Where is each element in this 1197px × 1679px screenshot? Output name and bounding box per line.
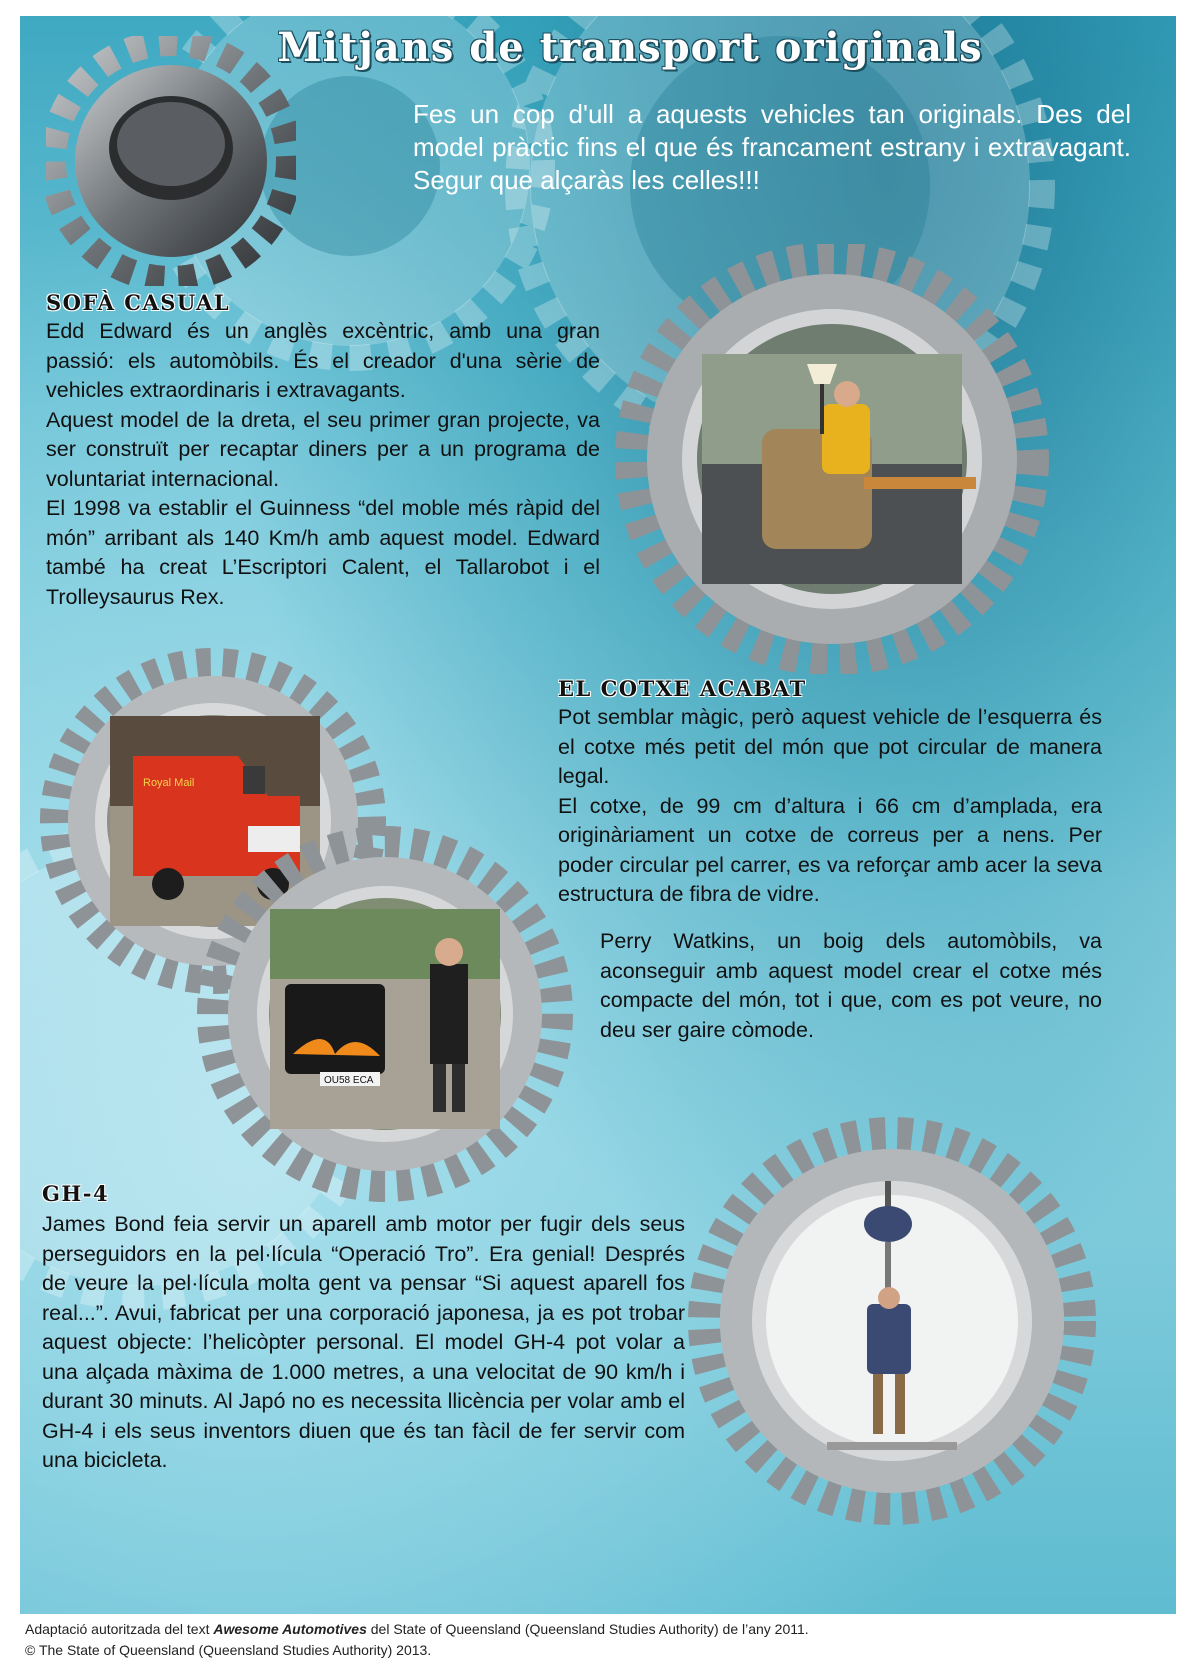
cotxe-heading: EL COTXE ACABAT <box>558 676 807 701</box>
footer-prefix: Adaptació autoritzada del text <box>25 1621 214 1637</box>
cotxe-paragraph: El cotxe, de 99 cm d’altura i 66 cm d’amplada, era originàriament un cotxe de correus per a nens. Per poder circular pel carrer, es va reforçar amb acer la seva estructura de fibra de vidre. <box>558 793 1102 906</box>
footer-source-title: Awesome Automotives <box>213 1621 367 1637</box>
helicopter-rotor <box>864 1206 912 1242</box>
poster-background <box>20 16 1176 1614</box>
sofa-paragraph: Edd Edward és un anglès excèntric, amb una gran passió: els automòbils. És el creador d'una sèrie de vehicles extraordinaris i extravagants. <box>46 319 600 402</box>
intro-text: Fes un cop d'ull a aquests vehicles tan originals. Des del model pràctic fins el que és francament estrany i extravagant. Segur que alçaràs les celles!!! <box>413 99 1131 195</box>
flame-car-photo <box>195 824 575 1204</box>
license-plate: OU58 ECA <box>324 1075 374 1086</box>
pilot <box>867 1304 911 1374</box>
standing-man <box>430 964 468 1064</box>
gh4-text: James Bond feia servir un aparell amb motor per fugir dels seus perseguidors en la pel·lícula “Operació Tro”. Era genial! Després de veure la pel·lícula molta gent va pensar “Si aquest aparell fos real...”. Avui, fabricat per una corporació japonesa, ja es pot trobar aquest objecte: l’helicòpter personal. El model GH-4 pot volar a una alçada màxima de 1.000 metres, a una velocitat de 90 km/h i durant 30 minuts. Al Japó no es necessita llicència per volar amb el GH-4 i els seus inventors diuen que és tan fàcil de fer servir com una bicicleta. <box>42 1212 685 1472</box>
gh4-heading: GH-4 <box>42 1181 110 1206</box>
sofa-paragraph: El 1998 va establir el Guinness “del moble més ràpid del món” arribant als 140 Km/h amb aquest model. Edward també ha creat L’Escriptori Calent, el Tallarobot i el Trolleysaurus Rex. <box>46 496 600 609</box>
cotxe-paragraph: Pot semblar màgic, però aquest vehicle de l’esquerra és el cotxe més petit del món que pot circular de manera legal. <box>558 705 1102 788</box>
sofa-text <box>46 317 600 612</box>
sofa-photo <box>602 244 1062 674</box>
sofa-paragraph: Aquest model de la dreta, el seu primer gran projecte, va ser construït per recaptar diners per a un programa de voluntariat internacional. <box>46 407 600 491</box>
footer-suffix: del State of Queensland (Queensland Studies Authority) de l’any 2011. <box>366 1621 809 1637</box>
metal-gear-icon <box>46 36 296 286</box>
footer-copyright: © The State of Queensland (Queensland Studies Authority) 2013. <box>25 1642 432 1658</box>
flame-car <box>285 984 385 1074</box>
cotxe-text <box>558 703 1102 910</box>
footer-credit <box>25 1621 1175 1637</box>
postal-van-label: Royal Mail <box>143 777 195 789</box>
gh4-helicopter-photo <box>677 1116 1107 1526</box>
coffee-table <box>864 477 976 489</box>
driver <box>822 404 870 474</box>
sofa-heading: SOFÀ CASUAL <box>46 290 231 315</box>
cotxe-paragraph-2: Perry Watkins, un boig dels automòbils, va aconseguir amb aquest model crear el cotxe més compacte del món, tot i que, com es pot veure, no deu ser gaire còmode. <box>600 929 1102 1042</box>
page-title: Mitjans de transport originals <box>277 24 983 71</box>
